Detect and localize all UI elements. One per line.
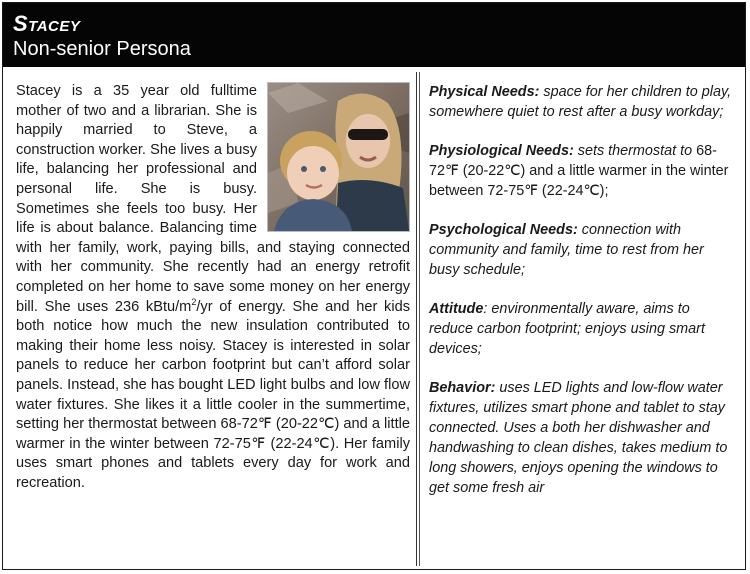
persona-needs-column [419, 72, 745, 566]
physical-needs [429, 82, 735, 122]
behavior-text: uses LED lights and low-flow water fixtures, utilizes smart phone and tablet to stay connected. Uses a both her dishwasher and handwashing to clean dishes, takes medium to long showers, enjoys opening the windows to get some fresh air [429, 380, 728, 496]
persona-story-column [6, 72, 417, 566]
psychological-needs-text: connection with community and family, time to rest from her busy schedule; [429, 222, 704, 278]
physiological-needs-text-b: and a little warmer in the winter between [429, 163, 729, 199]
story-superscript: 2 [191, 296, 197, 307]
attitude [429, 299, 735, 359]
story-paragraph-2-start: Balancing time with her family, work, paying bills, and staying connected with her community. She recently had an energy retrofit completed on her home to save some money on her energy bill. She uses 236 kBtu/m [16, 220, 410, 315]
persona-header [3, 3, 745, 67]
behavior [429, 378, 735, 498]
physiological-needs [429, 141, 735, 201]
physical-needs-label: Physical Needs: [429, 84, 540, 100]
persona-card [2, 2, 746, 570]
persona-subtitle: Non-senior Persona [13, 38, 191, 60]
persona-story [6, 72, 416, 493]
physiological-temp-a: 68-72℉ (20-22℃) [429, 143, 717, 179]
persona-needs [420, 72, 745, 498]
story-paragraph-2-end: /yr of energy. She and her kids both notice how much the new insulation contributed to making their home less noisy. Stacey is interested in solar panels to reduce her carbon footprint but can’t afford solar panels. Instead, she has bought LED light bulbs and low flow water fixtures. She likes it a little cooler in the summertime, setting her thermostat between 68-72℉ (20-22℃) and a little warmer in the winter between 72-75℉ (22-24℃). Her family uses smart phones and tablets every day for work and recreation. [16, 298, 410, 491]
persona-name: Stacey [13, 11, 81, 36]
story-paragraph-2 [16, 220, 410, 491]
physical-needs-text: space for her children to play, somewhere quiet to rest after a busy workday; [429, 84, 732, 120]
persona-photo-image [268, 83, 409, 231]
story-paragraph-1: Stacey is a 35 year old fulltime mother of two and a librarian. She is happily married to Steve, a construction worker. She lives a busy life, balancing her professional and personal life. She is busy. Sometimes she feels too busy. Her life is about balance. [16, 83, 257, 237]
physiological-temp-b: 72-75℉ (22-24℃); [487, 183, 609, 199]
behavior-label: Behavior: [429, 380, 496, 396]
psychological-needs [429, 220, 735, 280]
attitude-text: : environmentally aware, aims to reduce carbon footprint; enjoys using smart devices; [429, 301, 705, 357]
psychological-needs-label: Psychological Needs: [429, 222, 578, 238]
persona-photo [267, 82, 410, 232]
attitude-label: Attitude [429, 301, 484, 317]
physiological-needs-text-a: sets thermostat to [573, 143, 697, 159]
physiological-needs-label: Physiological Needs: [429, 143, 574, 159]
